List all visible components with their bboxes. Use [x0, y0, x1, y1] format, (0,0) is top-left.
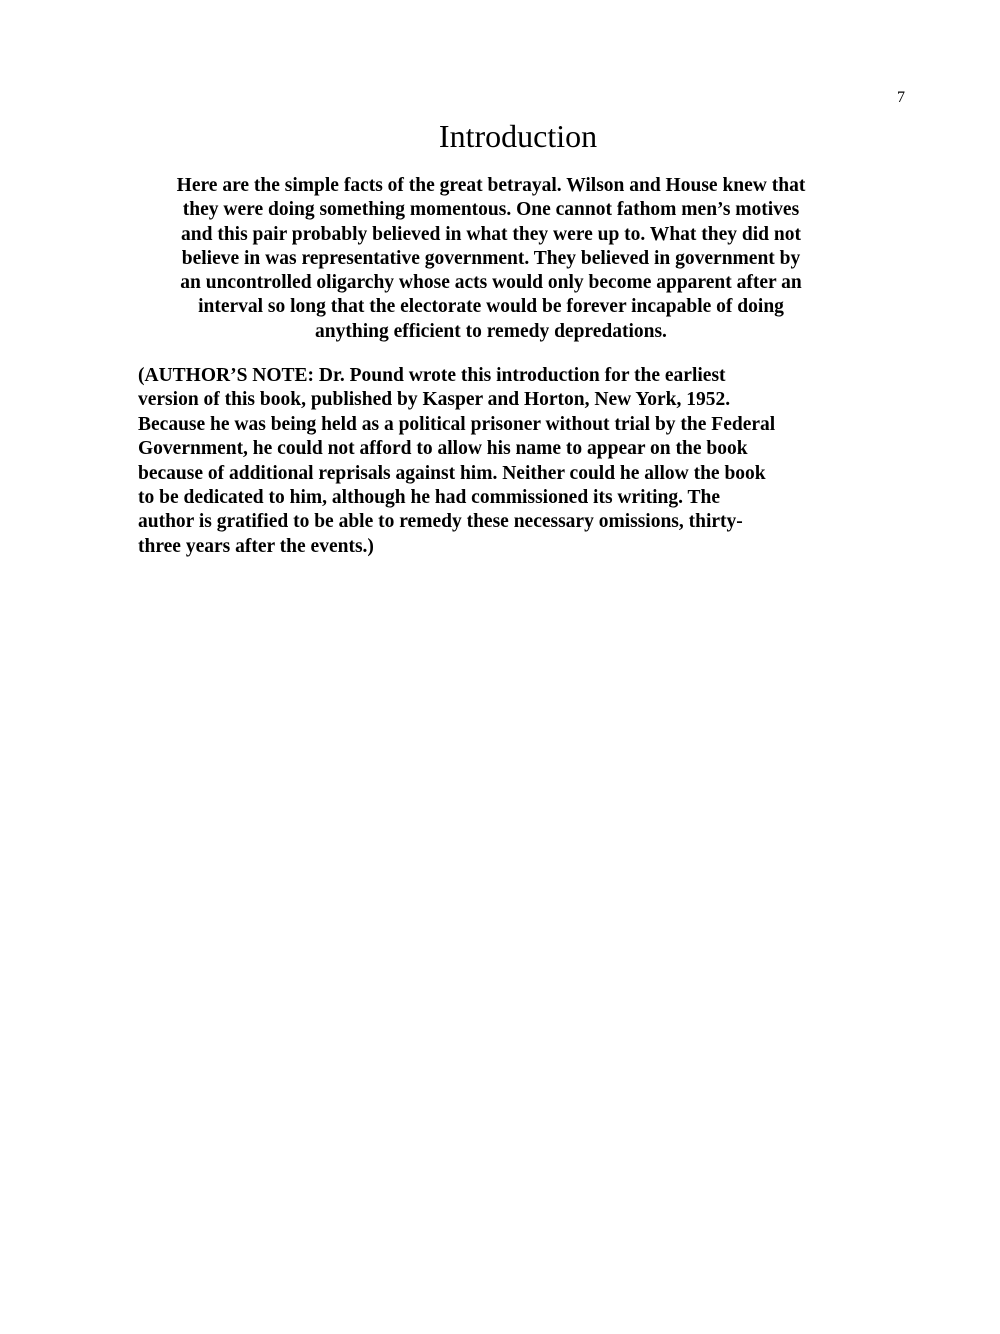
note-line: version of this book, published by Kasper and Horton, New York, 1952. — [138, 389, 731, 411]
intro-line: Here are the simple facts of the great betrayal. Wilson and House knew that — [176, 175, 806, 196]
note-line: Because he was being held as a political prisoner without trial by the Federal — [138, 413, 776, 435]
author-note-paragraph — [138, 364, 858, 559]
page-title: Introduction — [438, 118, 598, 154]
note-line: Government, he could not afford to allow his name to appear on the book — [138, 438, 748, 460]
page-number: 7 — [897, 89, 905, 106]
intro-line: and this pair probably believed in what they were up to. What they did not — [181, 223, 801, 245]
intro-paragraph — [140, 174, 842, 344]
note-line: because of additional reprisals against him. Neither could he allow the book — [138, 462, 766, 484]
note-line: to be dedicated to him, although he had commissioned its writing. The — [138, 487, 720, 509]
intro-line: interval so long that the electorate would be forever incapable of doing — [198, 296, 784, 318]
intro-line: believe in was representative government. They believed in government by — [181, 247, 801, 269]
intro-line: an uncontrolled oligarchy whose acts would only become apparent after an — [180, 272, 802, 294]
note-line: three years after the events.) — [138, 535, 374, 557]
note-line: author is gratified to be able to remedy these necessary omissions, thirty- — [138, 511, 743, 533]
intro-line: they were doing something momentous. One cannot fathom men’s motives — [182, 199, 800, 221]
intro-line: anything efficient to remedy depredations. — [315, 320, 667, 342]
note-line: (AUTHOR’S NOTE: Dr. Pound wrote this introduction for the earliest — [138, 365, 726, 386]
